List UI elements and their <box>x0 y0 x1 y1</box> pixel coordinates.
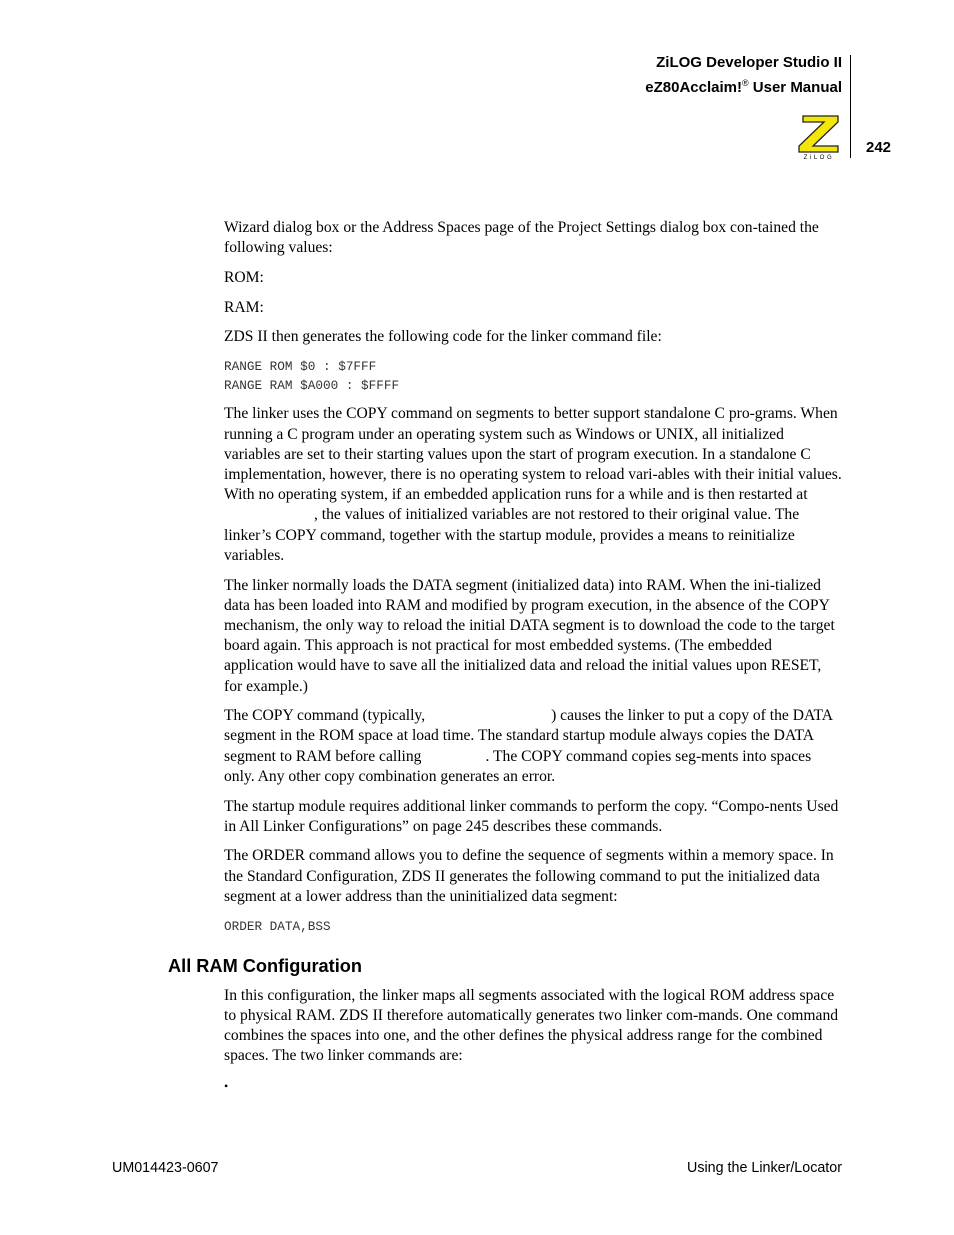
document-title <box>645 52 842 98</box>
bullet-item: • <box>224 1079 229 1094</box>
intro-paragraph: Wizard dialog box or the Address Spaces page of the Project Settings dialog box con-tained the following values: <box>224 219 819 257</box>
title-line-1: ZiLOG Developer Studio II <box>656 54 842 71</box>
code-intro: ZDS II then generates the following code for the linker command file: <box>224 328 662 346</box>
section-heading: All RAM Configuration <box>168 955 362 976</box>
code-line: RANGE ROM $0 : $7FFF <box>224 359 377 375</box>
ram-label: RAM: <box>224 298 264 316</box>
order-code-block: ORDER DATA,BSS <box>224 918 331 934</box>
code-line: RANGE RAM $A000 : $FFFF <box>224 378 400 394</box>
order-paragraph: The ORDER command allows you to define the sequence of segments within a memory space. In the Standard Configuration, ZDS II generates the following command to put the initialized data segment at a lower address than the uninitialized data segment: <box>224 847 834 905</box>
page-body <box>168 218 842 1096</box>
logo-z-mark <box>799 116 838 152</box>
zilog-logo-icon <box>794 113 844 161</box>
data-segment-paragraph: The linker normally loads the DATA segment (initialized data) into RAM. When the ini-tialized data has been loaded into RAM and modified by program execution, in the absence of the COPY mechanism, the only way to reload the initial DATA segment is to download the code to the target board again. This approach is not practical for most embedded systems. (The embedded application would have to save all the initialized data and reload the initial values upon RESET, for example.) <box>224 576 835 695</box>
title-line-2: eZ80Acclaim!® User Manual <box>645 78 842 96</box>
range-code-block <box>224 357 842 395</box>
rom-label: ROM: <box>224 268 264 286</box>
footer-doc-id: UM014423-0607 <box>112 1160 219 1176</box>
startup-module-paragraph: The startup module requires additional linker commands to perform the copy. “Compo-nents Used in All Linker Configurations” on page 245 describes these commands. <box>224 797 839 835</box>
all-ram-paragraph: In this configuration, the linker maps all segments associated with the logical ROM address space to physical RAM. ZDS II therefore automatically generates two linker com-mands. One command combines the spaces into one, and the other defines the physical address range for the combined spaces. The two linker commands are: <box>224 986 839 1065</box>
copy-command-paragraph: The COPY command (typically, ) causes the linker to put a copy of the DATA segment in the ROM space at load time. The standard startup module always copies the DATA segment to RAM before calling . The COPY command copies seg-ments into spaces only. Any other copy combination generates an error. <box>224 707 833 785</box>
logo-wordmark: ZiLOG <box>803 155 835 161</box>
copy-paragraph: The linker uses the COPY command on segments to better support standalone C pro-grams. When running a C program under an operating system such as Windows or UNIX, all initialized variables are set to their starting values upon the start of program execution. In a standalone C implementation, however, there is no operating system to reload vari-ables with their initial values. With no operating system, if an embedded application runs for a while and is then restarted at, the values of initialized variables are not restored to their original value. The linker’s COPY command, together with the startup module, provides a means to reinitialize variables. <box>224 405 842 564</box>
page-number: 242 <box>866 139 892 156</box>
header-divider <box>850 55 851 158</box>
footer-section: Using the Linker/Locator <box>687 1160 842 1176</box>
